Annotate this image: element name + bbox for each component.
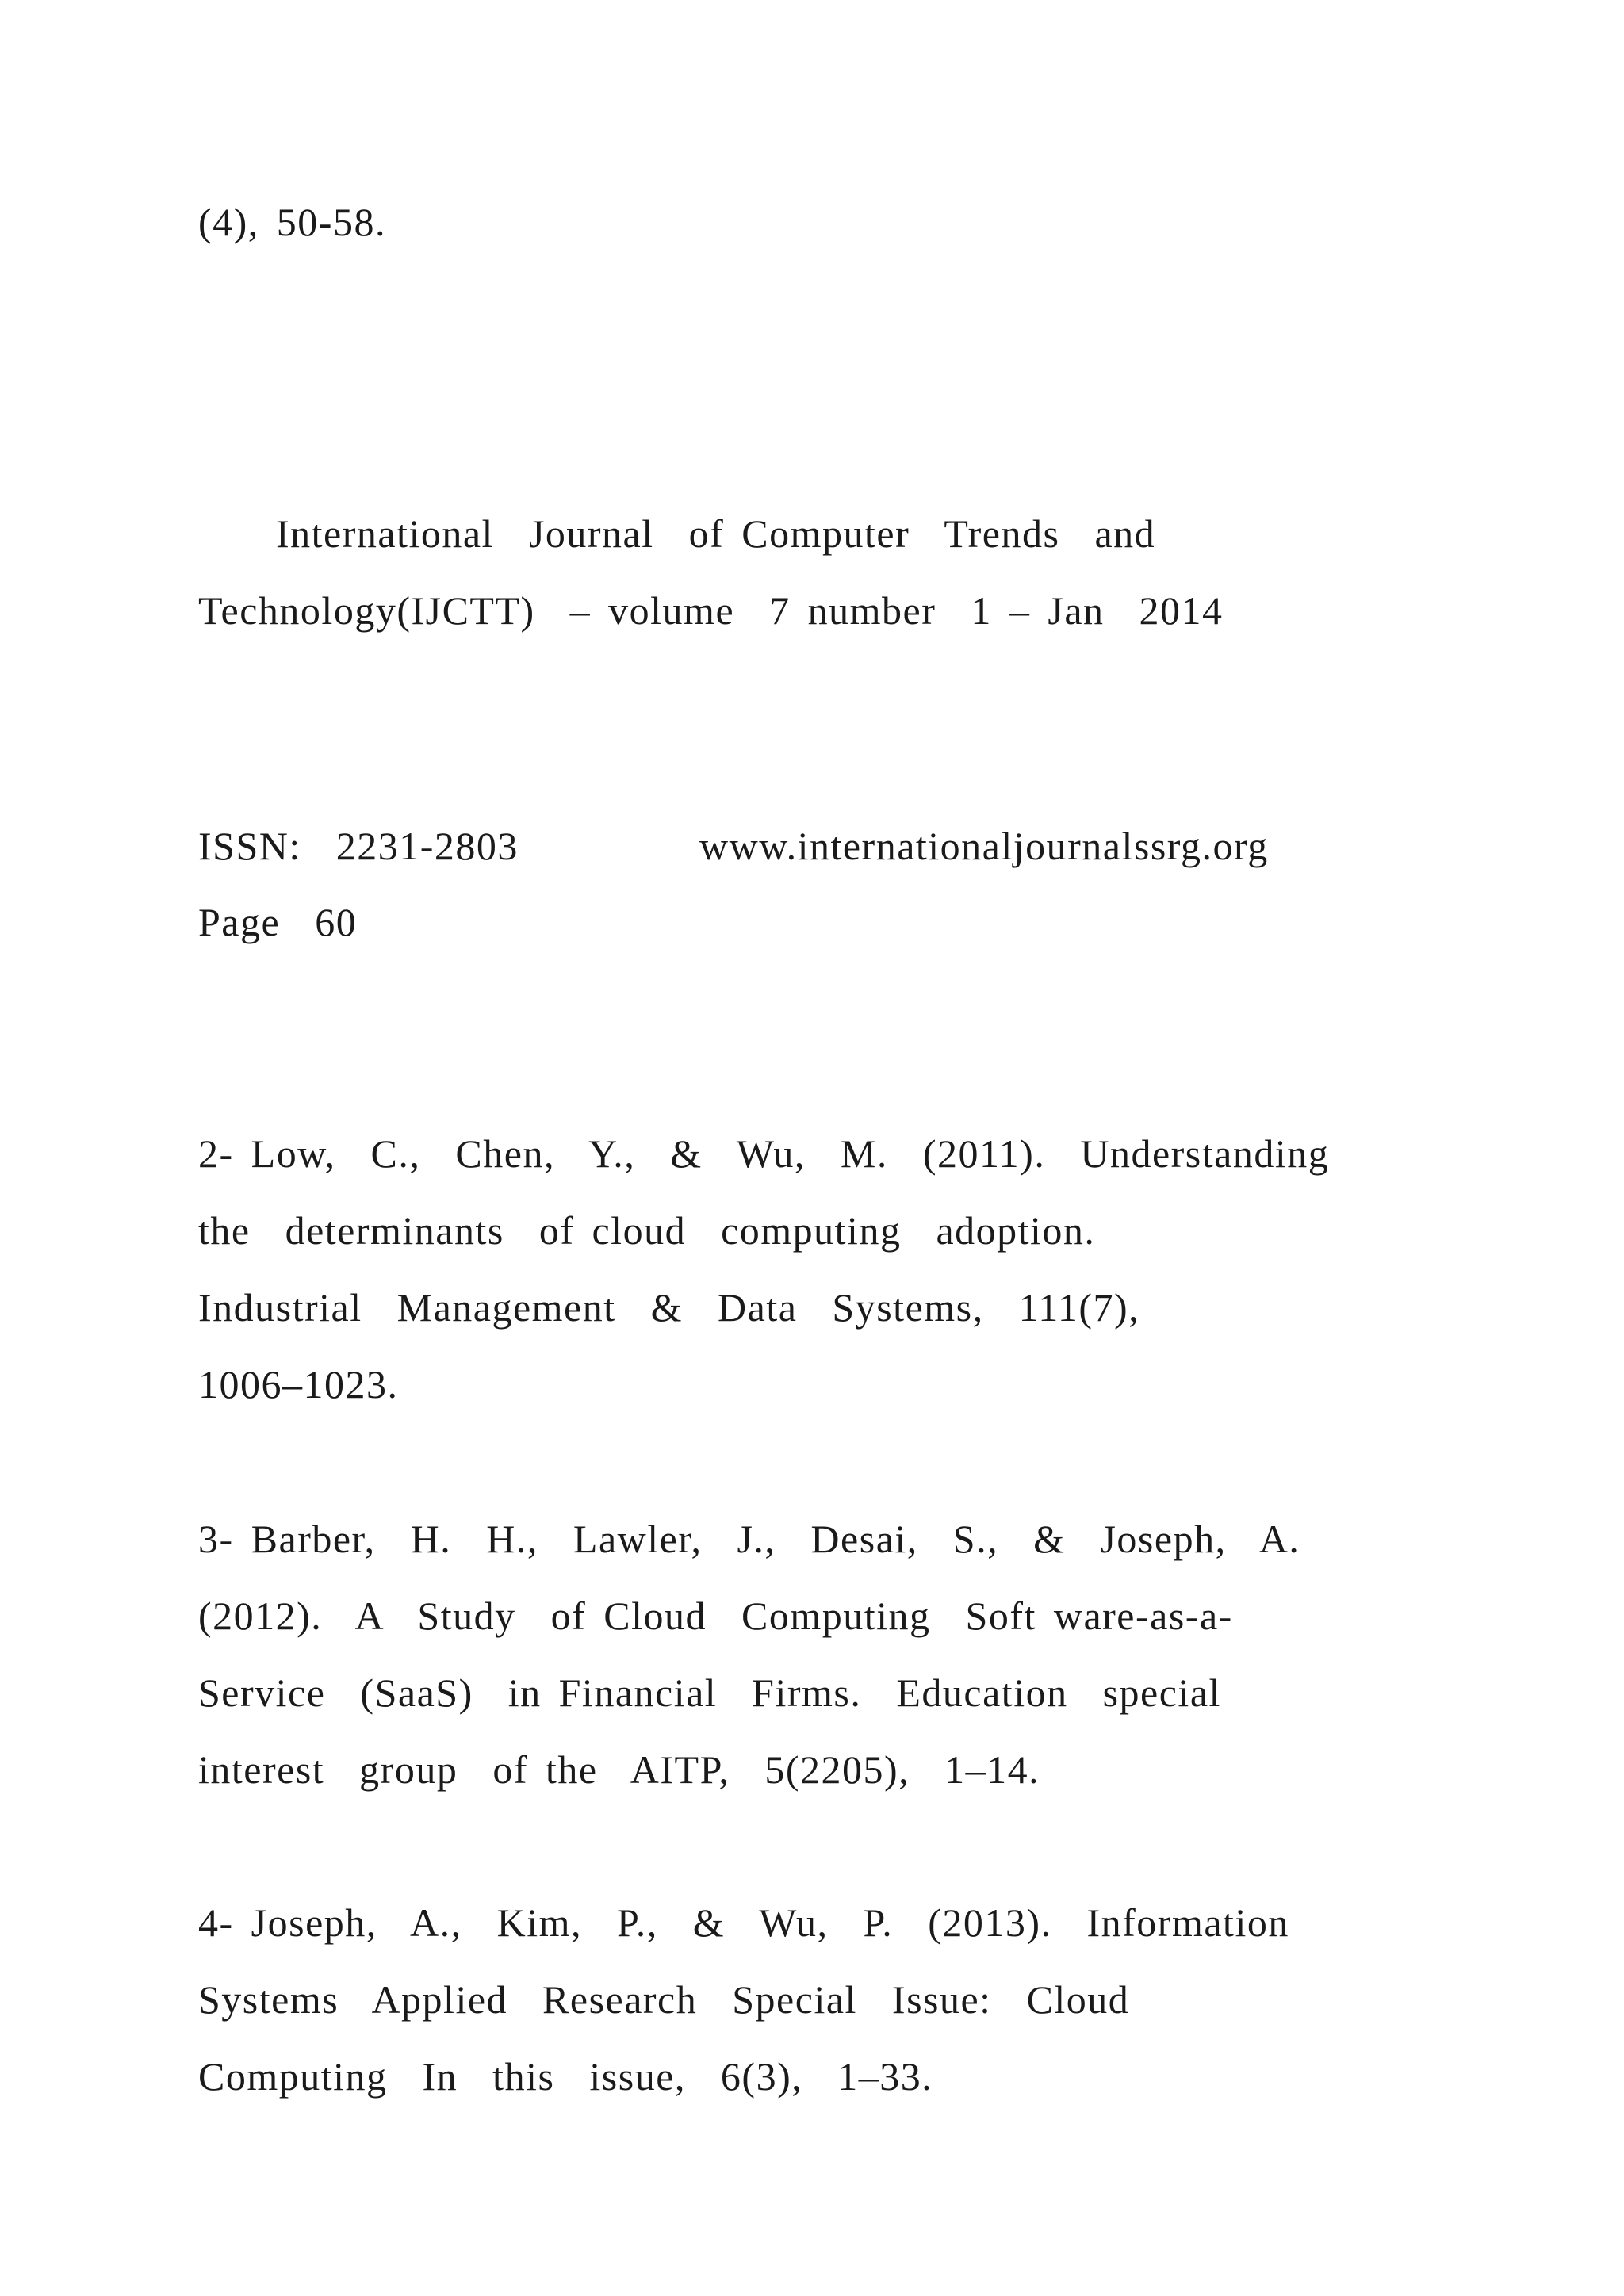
- reference-continuation: (4), 50-58.: [198, 200, 386, 244]
- reference-line: 4- Joseph, A., Kim, P., & Wu, P. (2013). Information: [198, 1900, 1289, 1945]
- journal-header-line-2: Technology(IJCTT) – volume 7 number 1 – Jan 2014: [198, 588, 1224, 633]
- reference-line: the determinants of cloud computing adoption.: [198, 1208, 1096, 1253]
- page-number: Page 60: [198, 900, 358, 944]
- reference-line: (2012). A Study of Cloud Computing Soft ware-as-a-: [198, 1594, 1233, 1638]
- reference-line: Service (SaaS) in Financial Firms. Education special: [198, 1670, 1221, 1715]
- reference-line: 3- Barber, H. H., Lawler, J., Desai, S., & Joseph, A.: [198, 1517, 1300, 1561]
- journal-website: www.internationaljournalssrg.org: [699, 824, 1269, 868]
- reference-line: Industrial Management & Data Systems, 111(7),: [198, 1285, 1140, 1330]
- reference-line: 2- Low, C., Chen, Y., & Wu, M. (2011). Understanding: [198, 1131, 1330, 1176]
- issn-label: ISSN: 2231-2803: [198, 824, 519, 868]
- journal-header-line-1: International Journal of Computer Trends and: [276, 511, 1156, 556]
- reference-line: 1006–1023.: [198, 1362, 399, 1406]
- reference-line: Systems Applied Research Special Issue: Cloud: [198, 1977, 1130, 2022]
- reference-line: interest group of the AITP, 5(2205), 1–14.: [198, 1747, 1040, 1792]
- reference-line: Computing In this issue, 6(3), 1–33.: [198, 2054, 933, 2099]
